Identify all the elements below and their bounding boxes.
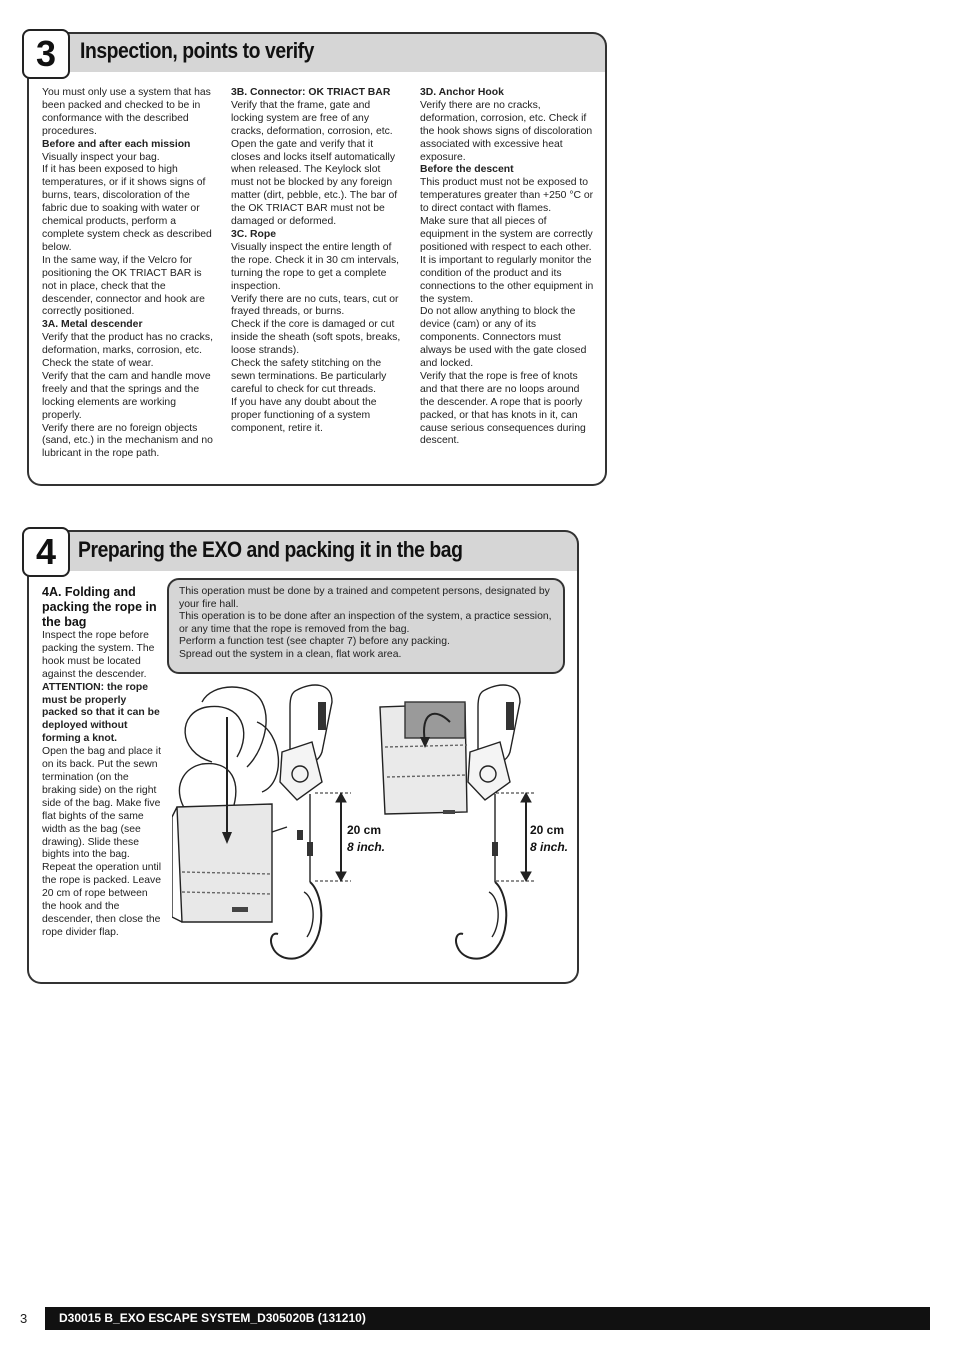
subheading: 3B. Connector: OK TRIACT BAR [231,87,391,98]
section4-side-column [42,585,164,940]
section3-column-1 [42,87,214,461]
side-attention: ATTENTION: the rope must be properly packed so that it can be deployed without forming a knot. [42,681,160,745]
paragraph: This product must not be exposed to temperatures greater than +250 °C or to direct contact with flames. [420,177,594,215]
section4-title: Preparing the EXO and packing it in the bag [78,537,463,562]
paragraph: Verify that the rope is free of knots and that there are no loops around the descender. A rope that is poorly packed, or that has knots in it, can cause serious consequences during descent. [420,370,586,447]
dimension-cm: 20 cm [530,823,565,837]
paragraph: Verify there are no cracks, deformation, corrosion, etc. Check if the hook shows signs of discoloration associated with excessive heat exposure. [420,99,593,163]
paragraph: Do not allow anything to block the device (cam) or any of its components. Connectors must always be used with the gate closed and locked. [420,306,587,370]
paragraph: Verify there are no foreign objects (sand, etc.) in the mechanism and no lubricant in the rope path. [42,422,213,460]
rope-bight [185,706,244,762]
note-line: Perform a function test (see chapter 7) before any packing. [179,636,450,648]
paragraph: You must only use a system that has been packed and checked to be in conformance with the described procedures. [42,87,211,137]
paragraph: It is important to regularly monitor the condition of the product and its connections to the other equipment in the system. [420,254,594,305]
note-line: This operation is to be done after an inspection of the system, a practice session, or any time that the rope is removed from the bag. [179,611,552,635]
note-line: This operation must be done by a trained and competent persons, designated by your fire hall. [179,586,550,610]
operation-note-box [167,578,565,674]
document-reference-bar: D30015 B_EXO ESCAPE SYSTEM_D305020B (131210) [45,1307,930,1330]
dimension-cm: 20 cm [347,823,382,837]
side-paragraph-1: Inspect the rope before packing the system. The hook must be located against the descender. [42,630,155,680]
paragraph: Verify there are no cuts, tears, cut or frayed threads, or burns. [231,293,399,318]
subheading: Before the descent [420,164,514,176]
paragraph: Visually inspect the entire length of the rope. Check it in 30 cm intervals, turning the rope to get a complete inspection. [231,241,400,292]
dimension-inch: 8 inch. [530,840,569,854]
rope-divider-flap [405,702,465,738]
subheading: 3D. Anchor Hook [420,87,504,98]
anchor-hook-icon [456,882,506,959]
paragraph: Visually inspect your bag. [42,151,160,163]
paragraph: If it has been exposed to high temperatures, or if it shows signs of burns, tears, discoloration of the fabric due to soaking with water or chemical products, perform a complete system check as described below. [42,164,212,253]
paragraph: Verify that the product has no cracks, deformation, marks, corrosion, etc. [42,332,213,357]
section4-number: 4 [22,527,70,577]
dimension-label-2 [530,822,568,856]
subheading: 3A. Metal descender [42,319,143,331]
page-number: 3 [20,1311,28,1326]
note-line: Spread out the system in a clean, flat work area. [179,648,402,660]
dimension-inch: 8 inch. [347,840,386,854]
anchor-hook-icon [271,882,321,959]
section3-column-3 [420,87,595,448]
section3-number: 3 [22,29,70,79]
section3-column-2 [231,87,403,435]
section3-title: Inspection, points to verify [80,38,315,63]
paragraph: Check the safety stitching on the sewn terminations. Be particularly careful to check for cut threads. [231,358,387,395]
paragraph: In the same way, if the Velcro for positioning the OK TRIACT BAR is not in place, check that the descender, connector and hook are correctly positioned. [42,254,205,318]
paragraph: If you have any doubt about the proper functioning of a system component, retire it. [231,396,377,434]
rope-bight [257,722,278,792]
side-title: 4A. Folding and packing the rope in the bag [42,585,157,629]
subheading: Before and after each mission [42,138,191,150]
rope-bight [202,687,266,767]
bag-outline [177,804,272,922]
side-paragraph-2: Open the bag and place it on its back. Put the sewn termination (on the braking side) on the right side of the bag. Make five flat bights of the same width as the bag (see drawing). Slide these bights into the bag. Repeat the operation until the rope is packed. Leave 20 cm of rope between the hook and the descender, then close the rope divider flap. [42,746,162,938]
paragraph: Verify that the frame, gate and locking system are free of any cracks, deformation, corrosion, etc. Open the gate and verify that it closes and locks itself automatically when released. The Keylock slot must not be blocked by any foreign matter (dirt, pebble, etc.). The bar of the OK TRIACT BAR must not be damaged or deformed. [231,99,398,228]
paragraph: Check the state of wear. [42,358,154,370]
subheading: 3C. Rope [231,228,277,240]
paragraph: Check if the core is damaged or cut inside the sheath (soft spots, breaks, loose strands). [231,319,401,357]
paragraph: Make sure that all pieces of equipment in the system are correctly positioned with respect to each other. [420,216,593,253]
paragraph: Verify that the cam and handle move freely and that the springs and the locking elements are working properly. [42,370,211,421]
